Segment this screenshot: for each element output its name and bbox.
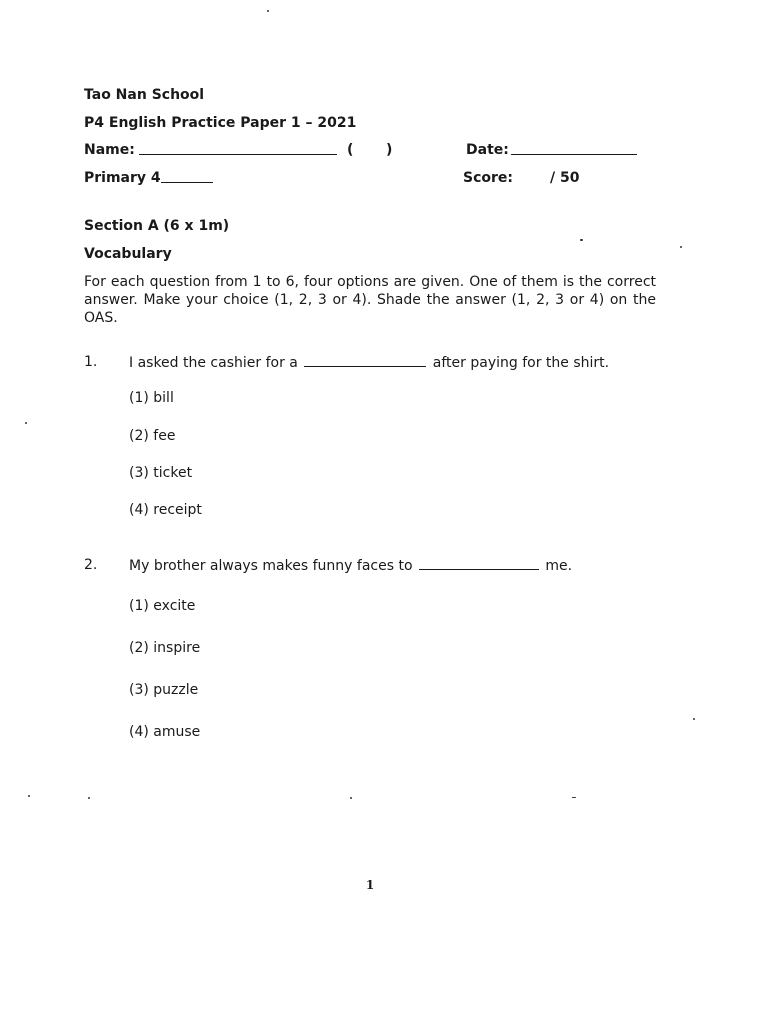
scan-speck [572,797,576,798]
score-label: Score: [463,170,513,186]
class-blank [161,170,213,183]
scan-speck [680,246,682,248]
section-instructions: For each question from 1 to 6, four options are given. One of them is the correct answer. Make your choice (1, 2, 3 or 4). Shade the answer (1, 2, 3 or 4) on the OAS. [84,274,656,326]
scan-speck [267,10,269,12]
scan-speck [580,239,583,241]
question-2-stem-after: me. [545,558,573,574]
name-blank [139,142,337,155]
question-1-option-3: (3) ticket [129,465,193,481]
question-2-number: 2. [84,557,98,573]
question-2-stem-before: My brother always makes funny faces to [129,558,413,574]
index-paren-open: ( [347,142,354,158]
scan-speck [25,422,27,424]
question-1-option-4: (4) receipt [129,502,202,518]
school-name: Tao Nan School [84,87,205,103]
date-blank [511,142,637,155]
page-number: 1 [365,878,375,892]
question-2-answer-blank [419,557,539,570]
scan-speck [88,797,90,799]
question-1-answer-blank [304,354,426,367]
question-2-option-4: (4) amuse [129,724,201,740]
scan-speck [28,795,30,797]
scan-speck [693,718,695,720]
question-1-option-1: (1) bill [129,390,174,406]
question-2-option-1: (1) excite [129,598,196,614]
question-1-stem-before: I asked the cashier for a [129,355,298,371]
section-subtitle: Vocabulary [84,246,172,262]
paper-title: P4 English Practice Paper 1 – 2021 [84,115,357,131]
question-2-option-2: (2) inspire [129,640,201,656]
class-label: Primary 4 [84,170,161,186]
date-label: Date: [466,142,509,158]
scan-speck [350,797,352,799]
name-label: Name: [84,142,135,158]
question-1-stem-after: after paying for the shirt. [432,355,610,371]
question-2-stem [129,557,572,574]
section-title: Section A (6 x 1m) [84,218,230,234]
question-1-stem [129,354,609,371]
index-paren-close: ) [386,142,393,158]
question-1-number: 1. [84,354,98,370]
question-1-option-2: (2) fee [129,428,176,444]
score-total: / 50 [550,170,580,186]
question-2-option-3: (3) puzzle [129,682,199,698]
